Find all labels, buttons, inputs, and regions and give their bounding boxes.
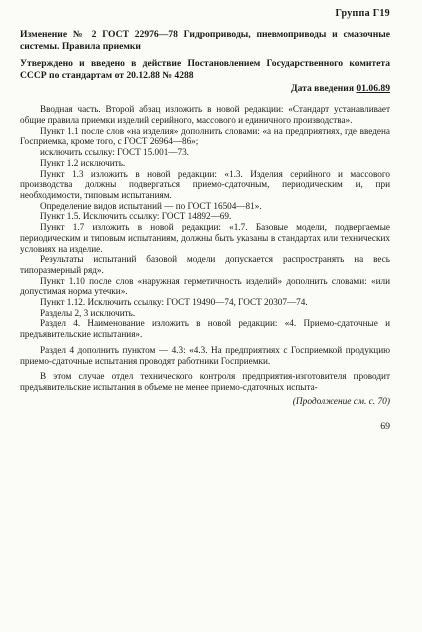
amendment-title: Изменение № 2 ГОСТ 22976—78 Гидроприводы, пневмоприводы и смазочные системы. Правила приемки bbox=[20, 29, 390, 52]
body-paragraph: Раздел 4. Наименование изложить в новой редакции: «4. Приемо-сдаточные и предъявительские испытания». bbox=[20, 318, 390, 340]
body-paragraph: Вводная часть. Второй абзац изложить в новой редакции: «Стандарт устанавливает общие правила приемки изделий серийного, массового и единичного производства». bbox=[20, 104, 390, 126]
body-paragraph: Раздел 4 дополнить пунктом — 4.3: «4.3. На предприятиях с Госприемкой продукцию приемо-сдаточные испытания проводят работники Госприемки. bbox=[20, 344, 390, 366]
document-page bbox=[20, 8, 390, 432]
date-value: 01.06.89 bbox=[356, 83, 390, 95]
body-paragraph: Результаты испытаний базовой модели допускается распространять на весь типоразмерный ряд». bbox=[20, 254, 390, 275]
body-paragraph: Пункт 1.1 после слов «на изделия» дополнить словами: «а на предприятиях, где введена Госприемка, кроме того, с ГОСТ 26964—86»; bbox=[20, 125, 390, 147]
body-paragraph: Пункт 1.10 после слов «наружная герметичность изделий» дополнить словами: «или допустимая норма утечки». bbox=[20, 275, 390, 297]
date-label: Дата введения bbox=[290, 83, 355, 95]
body-paragraph: Пункт 1.7 изложить в новой редакции: «1.7. Базовые модели, подвергаемые периодическим и типовым испытаниям, должны быть указаны в стандартах или технических условиях на изделие. bbox=[20, 222, 390, 254]
continued-note: (Продолжение см. с. 70) bbox=[292, 396, 390, 407]
effective-date bbox=[20, 83, 390, 94]
body-paragraph: Пункт 1.3 изложить в новой редакции: «1.3. Изделия серийного и массового производства должны подвергаться приемо-сдаточным, периодическим и, при необходимости, типовым испытаниям. bbox=[20, 168, 390, 200]
body-paragraph: Определение видов испытаний — по ГОСТ 16504—81». bbox=[40, 200, 262, 211]
body-paragraph: Пункт 1.12. Исключить ссылку: ГОСТ 19490—74, ГОСТ 20307—74. bbox=[40, 297, 308, 308]
body-paragraph: исключить ссылку: ГОСТ 15.001—73. bbox=[40, 147, 189, 158]
body-paragraph: Разделы 2, 3 исключить. bbox=[40, 307, 136, 318]
amendment-body bbox=[20, 104, 390, 392]
page-number: 69 bbox=[380, 420, 390, 432]
group-label: Группа Г19 bbox=[335, 8, 390, 19]
body-paragraph: В этом случае отдел технического контроля предприятия-изготовителя проводит предъявительские испытания в объеме не менее приемо-сдаточных испыта- bbox=[20, 371, 390, 392]
approval-statement: Утверждено и введено в действие Постановлением Государственного комитета СССР по стандартам от 20.12.88 № 4288 bbox=[20, 58, 390, 81]
body-paragraph: Пункт 1.5. Исключить ссылку: ГОСТ 14892—69. bbox=[40, 211, 232, 222]
body-paragraph: Пункт 1.2 исключить. bbox=[40, 157, 126, 168]
